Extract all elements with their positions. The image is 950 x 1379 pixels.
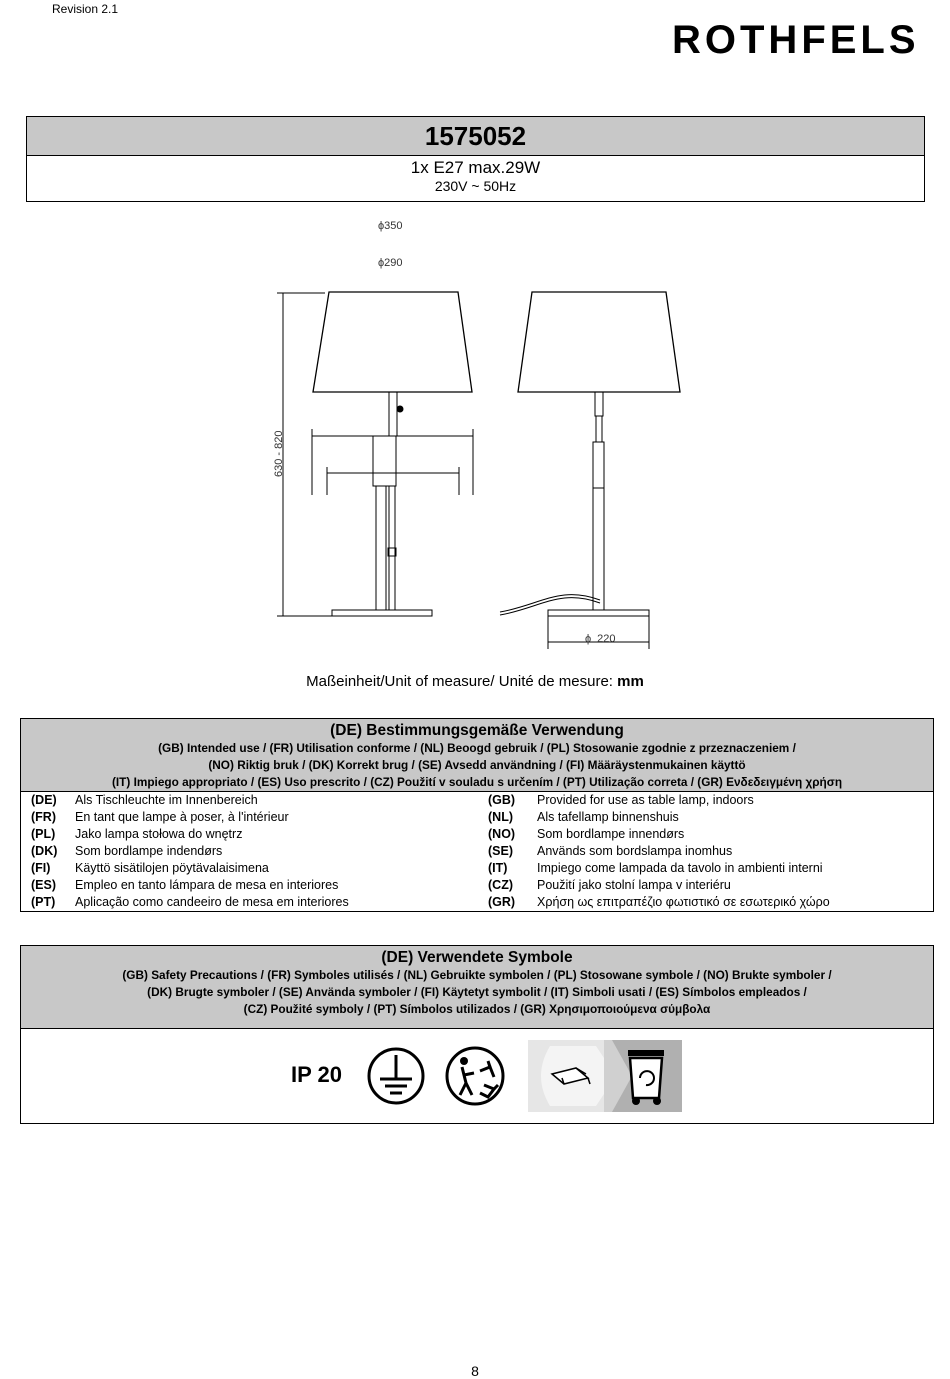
earth-ground-icon bbox=[366, 1045, 426, 1107]
ip-rating: IP 20 bbox=[291, 1062, 342, 1087]
dim-label-350: ϕ350 bbox=[378, 220, 403, 232]
symbols-title: (DE) Verwendete Symbole bbox=[381, 949, 573, 966]
intended-use-header bbox=[21, 719, 933, 792]
recycle-person-icon bbox=[444, 1045, 506, 1107]
usage-row: (PT) Aplicação como candeeiro de mesa em interiores (GR) Χρήση ως επιτραπέζιο φωτιστικό σε εσωτερικό χώρο bbox=[31, 895, 830, 909]
symbols-subtitle-1: (GB) Safety Precautions / (FR) Symboles utilisés / (NL) Gebruikte symbolen / (PL) Stosowane symbole / (NO) Brukte symboler / bbox=[122, 968, 832, 982]
brand-logo: ROTHFELS bbox=[672, 18, 920, 62]
intended-use-subtitle-2: (NO) Riktig bruk / (DK) Korrekt brug / (SE) Avsedd användning / (FI) Määräystenmukainen käyttö bbox=[208, 758, 746, 772]
stem-housing bbox=[373, 436, 396, 486]
product-header bbox=[26, 116, 925, 202]
symbols-subtitle-3: (CZ) Použité symboly / (PT) Símbolos utilizados / (GR) Χρησιμοποιούμενα σύμβολα bbox=[243, 1002, 711, 1016]
lamp-shade-front bbox=[313, 292, 472, 392]
unit-value: mm bbox=[617, 673, 644, 690]
unit-label: Maßeinheit/Unit of measure/ Unité de mesure: bbox=[306, 673, 618, 690]
dim-label-220: ϕ 220 bbox=[585, 633, 616, 645]
page-number: 8 bbox=[471, 1363, 479, 1379]
revision-label: Revision 2.1 bbox=[52, 2, 119, 16]
dim-label-height: 630 - 820 bbox=[273, 430, 285, 477]
unit-note bbox=[0, 673, 950, 690]
usage-row: (ES) Empleo en tanto lámpara de mesa en interiores (CZ) Použití jako stolní lampa v interiéru bbox=[31, 878, 731, 892]
intended-use-subtitle-1: (GB) Intended use / (FR) Utilisation conforme / (NL) Beoogd gebruik / (PL) Stosowanie zgodnie z przeznaczeniem / bbox=[158, 741, 796, 755]
usage-row: (FR) En tant que lampe à poser, à l'intérieur (NL) Als tafellamp binnenshuis bbox=[31, 810, 679, 824]
symbols-subtitle-2: (DK) Brugte symboler / (SE) Använda symboler / (FI) Käytetyt symbolit / (IT) Simboli usati / (ES) Símbolos empleados / bbox=[147, 985, 807, 999]
base-front bbox=[332, 610, 432, 616]
lamp-shade-side bbox=[518, 292, 680, 392]
stem-upper bbox=[389, 392, 397, 436]
usage-row: (FI) Käyttö sisätilojen pöytävalaisimena (IT) Impiego come lampada da tavolo in ambienti interni bbox=[31, 861, 823, 875]
intended-use-subtitle-3: (IT) Impiego appropriato / (ES) Uso prescrito / (CZ) Použití v souladu s určením / (PT) Utilização correta / (GR) Ενδεδειγμένη χρήση bbox=[111, 775, 843, 789]
usage-row: (PL) Jako lampa stołowa do wnętrz (NO) Som bordlampe innendørs bbox=[31, 827, 685, 841]
dim-label-290: ϕ290 bbox=[378, 257, 403, 269]
disposal-icons-panel bbox=[528, 1040, 682, 1112]
bulb-spec: 1x E27 max.29W bbox=[410, 158, 541, 177]
product-code: 1575052 bbox=[27, 117, 924, 156]
base-side bbox=[548, 610, 649, 616]
usage-row: (DE) Als Tischleuchte im Innenbereich (GB) Provided for use as table lamp, indoors bbox=[31, 793, 754, 807]
intended-use-section bbox=[20, 718, 934, 912]
usage-row: (DK) Som bordlampe indendørs (SE) Används som bordslampa inomhus bbox=[31, 844, 733, 858]
lamp-technical-drawing bbox=[0, 205, 950, 655]
intended-use-title: (DE) Bestimmungsgemäße Verwendung bbox=[330, 722, 624, 739]
voltage-spec: 230V ~ 50Hz bbox=[434, 178, 517, 194]
symbols-header bbox=[21, 946, 933, 1029]
